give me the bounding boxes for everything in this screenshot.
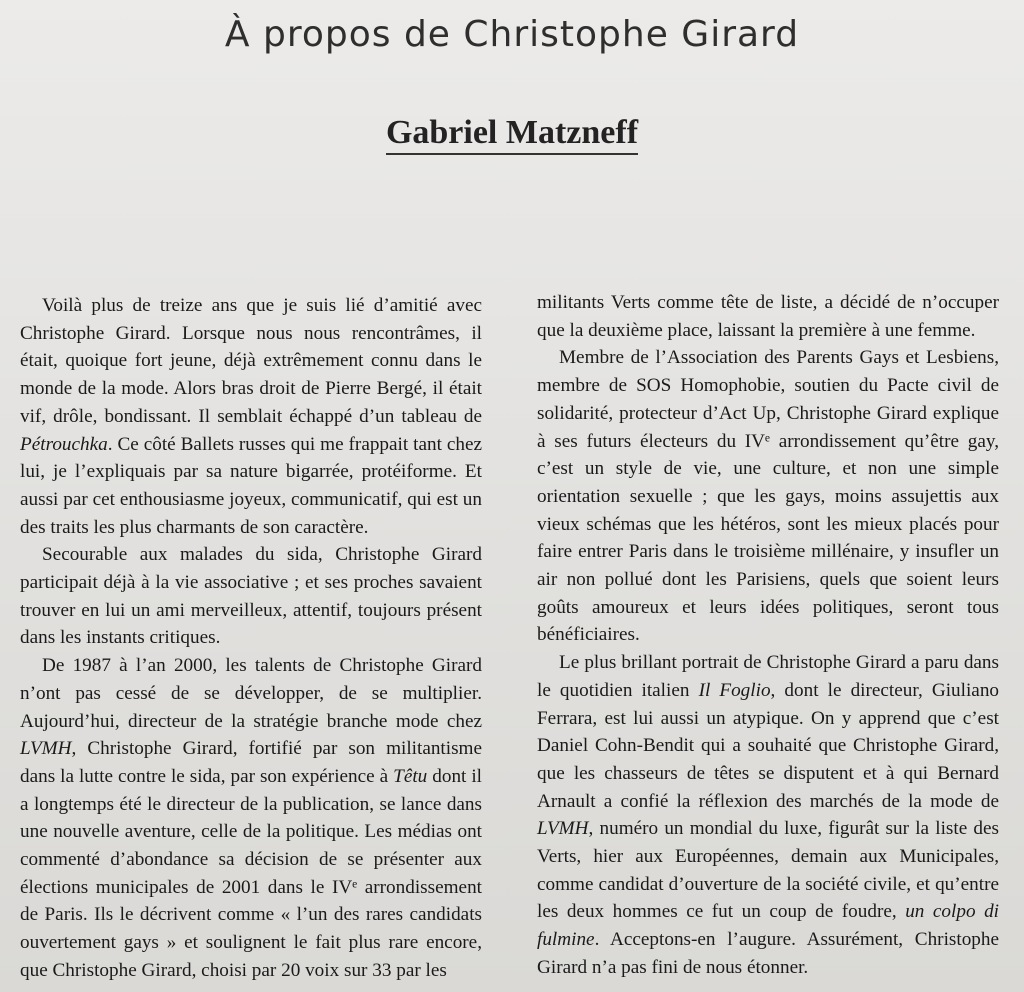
paragraph-continued: militants Verts comme tête de liste, a décidé de n’occuper que la deuxième place, laissant la première à une femme. (537, 292, 999, 341)
author-name (0, 114, 1024, 152)
text-run: , Christophe Girard, fortifié par son militantisme dans la lutte contre le sida, par son expérience à (20, 738, 482, 787)
text-run: , numéro un mondial du luxe, figurât sur la liste des Verts, hier aux Européennes, demain aux Municipales, comme candidat d’ouverture de la société civile, et qu’entre les deux hommes ce fut un coup de foudre, (537, 818, 999, 923)
author-name-text: Gabriel Matzneff (386, 114, 638, 155)
italic-title: Il Foglio (698, 679, 771, 701)
italic-phrase: un colpo di fulmine (537, 901, 999, 951)
paragraph-3 (20, 652, 482, 984)
text-run: Voilà plus de treize ans que je suis lié d’amitié avec Christophe Girard. Lorsque nous nous rencontrâmes, il était, quoique fort jeune, déjà extrêmement connu dans le monde de la mode. Alors bras droit de Pierre Bergé, il était vif, drôle, bondissant. Il semblait échappé d’un tableau de (20, 295, 482, 427)
text-run: dont il a longtemps été le directeur de la publication, se lance dans une nouvelle aventure, celle de la politique. Les médias ont commenté d’abondance sa décision de se présenter aux élections municipales de 2001 dans le IVᵉ arrondissement de Paris. Ils le décrivent comme « l’un des rares candidats ouvertement gays » et soulignent le fait plus rare encore, que Christophe Girard, choisi par 20 voix sur 33 par les (20, 765, 483, 981)
text-run: . Acceptons-en l’augure. Assurément, Christophe Girard n’a pas fini de nous étonner. (537, 929, 999, 978)
paragraph-5 (537, 649, 999, 981)
left-column (20, 292, 482, 985)
italic-title: Pétrouchka (20, 433, 108, 455)
paragraph-1 (20, 292, 482, 541)
section-title: À propos de Christophe Girard (224, 14, 800, 55)
text-run: . Ce côté Ballets russes qui me frappait tant chez lui, je l’expliquais par sa nature bigarrée, protéiforme. Et aussi par cet enthousiasme joyeux, communicatif, qui est un des traits les plus charmants de son caractère. (20, 433, 482, 538)
text-run: Le plus brillant portrait de Christophe Girard a paru dans le quotidien italien (537, 652, 999, 701)
italic-title: Têtu (393, 765, 428, 787)
paragraph-2: Secourable aux malades du sida, Christophe Girard participait déjà à la vie associative ; et ses proches savaient trouver en lui un ami merveilleux, attentif, toujours présent dans les instants critiques. (20, 544, 482, 649)
right-column (537, 289, 999, 982)
text-run: , dont le directeur, Giuliano Ferrara, est lui aussi un atypique. On y apprend que c’est Daniel Cohn-Bendit qui a souhaité que Christophe Girard, que les chasseurs de têtes se disputent et à qui Bernard Arnault a confié la réflexion des marchés de la mode de (537, 679, 1000, 812)
paragraph-4: Membre de l’Association des Parents Gays et Lesbiens, membre de SOS Homophobie, soutien du Pacte civil de solidarité, protecteur d’Act Up, Christophe Girard explique à ses futurs électeurs du IVᵉ arrondissement qu’être gay, c’est un style de vie, une culture, et non une simple orientation sexuelle ; que les gays, moins assujettis aux vieux schémas que les hétéros, sont les mieux placés pour faire entrer Paris dans le troisième millénaire, y insufler un air non pollué dont les Parisiens, quels que soient leurs goûts amoureux et leurs idées politiques, seront tous bénéficiaires. (537, 347, 999, 646)
italic-brand: LVMH (20, 738, 72, 760)
italic-brand: LVMH (537, 818, 589, 840)
text-run: De 1987 à l’an 2000, les talents de Christophe Girard n’ont pas cessé de se développer, de se multiplier. Aujourd’hui, directeur de la stratégie branche mode chez (20, 655, 482, 732)
